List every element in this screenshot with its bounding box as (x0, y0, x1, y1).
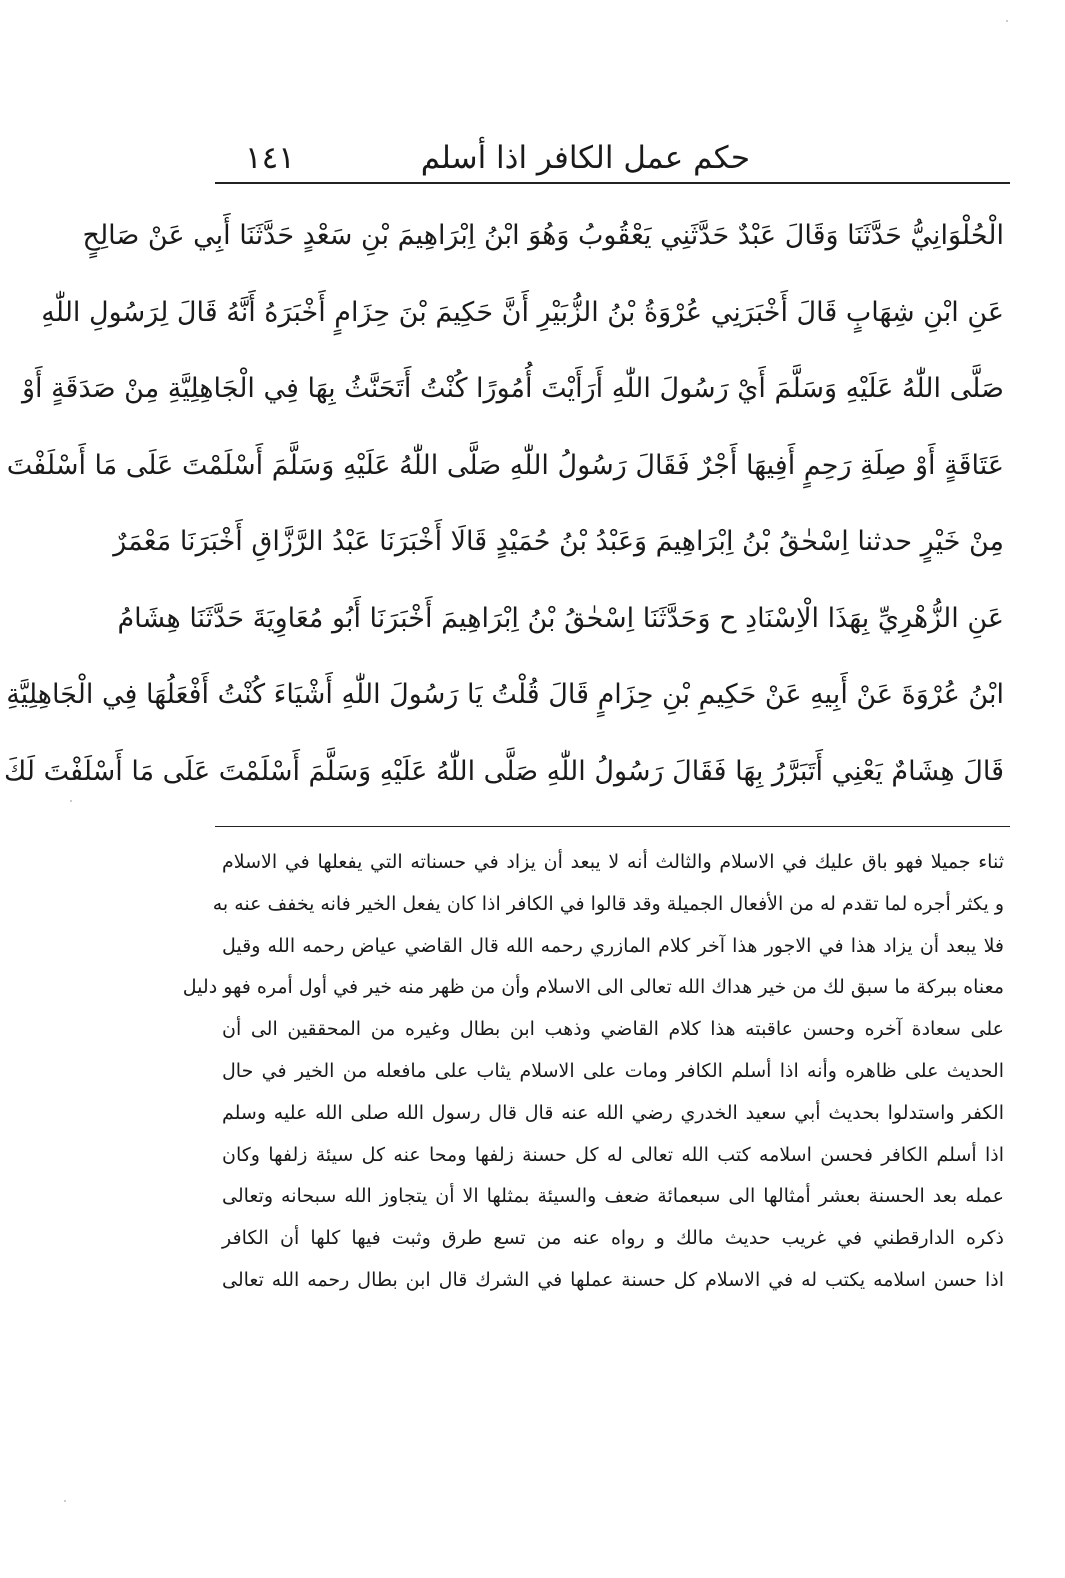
hadith-line: ابْنُ عُرْوَةَ عَنْ أَبِيهِ عَنْ حَكِيمِ بْنِ حِزَامٍ قَالَ قُلْتُ يَا رَسُولَ اللّٰهِ أَشْيَاءَ كُنْتُ أَفْعَلُهَا فِي الْجَاهِلِيَّةِ (6, 679, 1004, 710)
scan-speck (64, 1500, 66, 1502)
commentary-line: الكفر واستدلوا بحديث أبي سعيد الخدري رضي الله عنه قال قال رسول الله صلى الله عليه وسلم (222, 1101, 1004, 1124)
hadith-line: الْحُلْوَانِيُّ حَدَّثَنَا وَقَالَ عَبْدٌ حَدَّثَنِي يَعْقُوبُ وَهُوَ ابْنُ اِبْرَاهِيمَ بْنِ سَعْدٍ حَدَّثَنَا أَبِي عَنْ صَالِحٍ (82, 220, 1004, 251)
commentary-line: ذكره الدارقطني في غريب حديث مالك و رواه عنه من تسع طرق وثبت فيها كلها أن الكافر (222, 1227, 1004, 1250)
scan-speck (70, 800, 72, 802)
hadith-line: صَلَّى اللّٰهُ عَلَيْهِ وَسَلَّمَ أَيْ رَسُولَ اللّٰهِ أَرَأَيْتَ أُمُورًا كُنْتُ أَتَحَنَّثُ بِهَا فِي الْجَاهِلِيَّةِ مِنْ صَدَقَةٍ أَوْ (21, 373, 1004, 404)
hadith-text-block (4, 198, 1004, 810)
commentary-separator-rule (215, 826, 1010, 827)
hadith-line: عَنِ ابْنِ شِهَابٍ قَالَ أَخْبَرَنِي عُرْوَةُ بْنُ الزُّبَيْرِ أَنَّ حَكِيمَ بْنَ حِزَامٍ أَخْبَرَهُ أَنَّهُ قَالَ لِرَسُولِ اللّٰهِ (41, 296, 1004, 328)
hadith-line: قَالَ هِشَامٌ يَعْنِي أَتَبَرَّرُ بِهَا فَقَالَ رَسُولُ اللّٰهِ صَلَّى اللّٰهُ عَلَيْهِ وَسَلَّمَ أَسْلَمْتَ عَلَى مَا أَسْلَفْتَ لَكَ (4, 755, 1004, 787)
header-rule (215, 182, 1010, 184)
commentary-line: ثناء جميلا فهو باق عليك في الاسلام والثالث أنه لا يبعد أن يزاد في حسناته التي يفعلها في الاسلام (222, 851, 1004, 873)
commentary-line: معناه ببركة ما سبق لك من خير هداك الله تعالى الى الاسلام وأن من ظهر منه خير في أول أمره فهو دليل (182, 976, 1004, 999)
page-number: ١٤١ (245, 140, 295, 176)
commentary-line: اذا أسلم الكافر فحسن اسلامه كتب الله تعالى له كل حسنة زلفها ومحا عنه كل سيئة زلفها وكان (222, 1143, 1004, 1166)
hadith-line: مِنْ خَيْرٍ حدثنا اِسْحٰقُ بْنُ اِبْرَاهِيمَ وَعَبْدُ بْنُ حُمَيْدٍ قَالَا أَخْبَرَنَا عَبْدُ الرَّزَّاقِ أَخْبَرَنَا مَعْمَرٌ (113, 526, 1004, 557)
commentary-text-block (182, 842, 1004, 1302)
page-header (215, 136, 1010, 184)
commentary-line: اذا حسن اسلامه يكتب له في الاسلام كل حسنة عملها في الشرك قال ابن بطال رحمه الله تعالى (222, 1268, 1004, 1291)
running-title: حكم عمل الكافر اذا أسلم (420, 140, 750, 176)
commentary-line: و يكثر أجره لما تقدم له من الأفعال الجميلة وقد قالوا في الكافر اذا كان يفعل الخير فانه يخفف عنه به (212, 892, 1004, 915)
commentary-line: على سعادة آخره وحسن عاقبته هذا كلام القاضي وذهب ابن بطال وغيره من المحققين الى أن (222, 1018, 1004, 1041)
commentary-line: عمله بعد الحسنة بعشر أمثالها الى سبعمائة ضعف والسيئة بمثلها الا أن يتجاوز الله سبحانه وتعالى (222, 1185, 1004, 1208)
scan-speck (1006, 20, 1008, 22)
commentary-line: فلا يبعد أن يزاد هذا في الاجور هذا آخر كلام المازري رحمه الله قال القاضي عياض رحمه الله وقيل (222, 934, 1004, 957)
commentary-line: الحديث على ظاهره وأنه اذا أسلم الكافر ومات على الاسلام يثاب على مافعله من الخير في حال (222, 1059, 1004, 1082)
hadith-line: عَتَاقَةٍ أَوْ صِلَةِ رَحِمٍ أَفِيهَا أَجْرٌ فَقَالَ رَسُولُ اللّٰهِ صَلَّى اللّٰهُ عَلَيْهِ وَسَلَّمَ أَسْلَمْتَ عَلَى مَا أَسْلَفْتَ (6, 449, 1004, 481)
hadith-line: عَنِ الزُّهْرِيِّ بِهَذَا الْاِسْنَادِ ح وَحَدَّثَنَا اِسْحٰقُ بْنُ اِبْرَاهِيمَ أَخْبَرَنَا أَبُو مُعَاوِيَةَ حَدَّثَنَا هِشَامُ (117, 602, 1004, 634)
